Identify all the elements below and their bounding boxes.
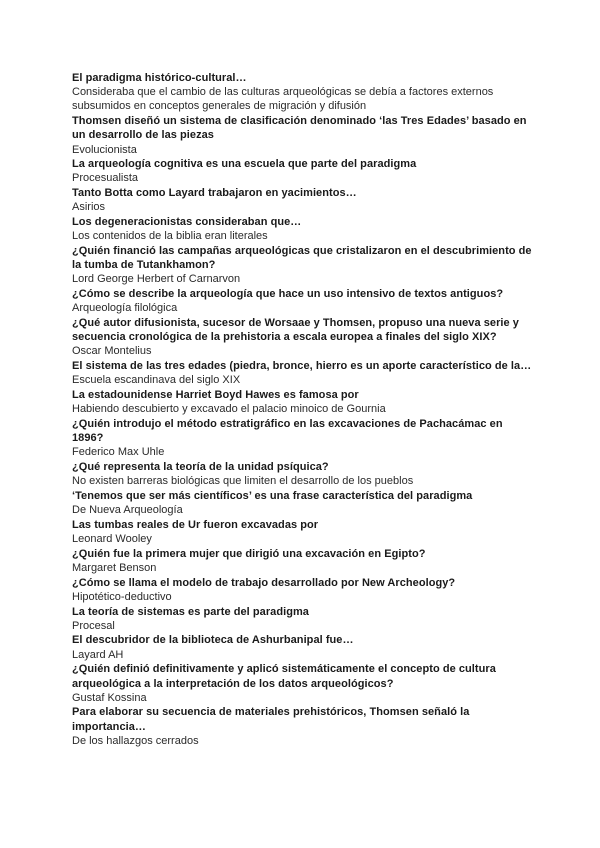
question: ¿Quién financió las campañas arqueológicas que cristalizaron en el descubrimiento de la tumba de Tutankhamon?: [72, 244, 532, 272]
answer: Escuela escandinava del siglo XIX: [72, 374, 241, 387]
answer: Los contenidos de la biblia eran literales: [72, 230, 268, 243]
answer: Federico Max Uhle: [72, 446, 165, 459]
answer: Layard AH: [72, 648, 124, 661]
question: Tanto Botta como Layard trabajaron en yacimientos…: [72, 187, 357, 200]
qa-item: [72, 316, 532, 359]
question: ¿Qué autor difusionista, sucesor de Worsaae y Thomsen, propuso una nueva serie y secuencia cronológica de la prehistoria a escala europea a finales del siglo XIX?: [72, 316, 519, 344]
qa-item: [72, 186, 532, 214]
question: ¿Quién definió definitivamente y aplicó sistemáticamente el concepto de cultura arqueológica a la interpretación de los datos arqueológicos?: [72, 663, 496, 690]
answer: Procesal: [72, 619, 115, 632]
answer: Consideraba que el cambio de las culturas arqueológicas se debía a factores externos subsumidos en conceptos generales de migración y difusión: [72, 86, 494, 113]
answer: Hipotético-deductivo: [72, 590, 172, 603]
answer: Margaret Benson: [72, 561, 157, 574]
qa-item: [72, 388, 532, 416]
qa-item: [72, 157, 532, 185]
qa-item: [72, 114, 532, 157]
question: El paradigma histórico-cultural…: [72, 72, 247, 84]
question: ¿Cómo se describe la arqueología que hace un uso intensivo de textos antiguos?: [72, 288, 504, 301]
qa-item: [72, 547, 532, 575]
answer: No existen barreras biológicas que limiten el desarrollo de los pueblos: [72, 475, 414, 488]
answer: Leonard Wooley: [72, 533, 152, 545]
answer: Asirios: [72, 201, 106, 214]
qa-item: [72, 287, 532, 315]
answer: Oscar Montelius: [72, 345, 152, 358]
answer: Lord George Herbert of Carnarvon: [72, 273, 241, 286]
qa-item: [72, 460, 532, 488]
answer: Arqueología filológica: [72, 302, 178, 315]
answer: De Nueva Arqueología: [72, 504, 183, 517]
qa-item: [72, 71, 532, 114]
question: ¿Qué representa la teoría de la unidad psíquica?: [72, 460, 329, 473]
question: Las tumbas reales de Ur fueron excavadas por: [72, 518, 319, 531]
qa-item: [72, 417, 532, 460]
qa-item: [72, 576, 532, 604]
qa-item: [72, 662, 532, 705]
document-page: [72, 71, 532, 749]
qa-item: [72, 359, 532, 387]
question: El descubridor de la biblioteca de Ashurbanipal fue…: [72, 634, 354, 647]
question: La arqueología cognitiva es una escuela que parte del paradigma: [72, 158, 417, 171]
qa-item: [72, 518, 532, 546]
question: ¿Cómo se llama el modelo de trabajo desarrollado por New Archeology?: [72, 576, 456, 589]
question: El sistema de las tres edades (piedra, bronce, hierro es un aporte característico de la…: [72, 360, 532, 373]
answer: Gustaf Kossina: [72, 691, 147, 704]
answer: Habiendo descubierto y excavado el palacio minoico de Gournia: [72, 403, 386, 416]
question: Los degeneracionistas consideraban que…: [72, 216, 302, 229]
question: Thomsen diseñó un sistema de clasificación denominado ‘las Tres Edades’ basado en un desarrollo de las piezas: [72, 115, 527, 142]
answer: Evolucionista: [72, 143, 137, 156]
question: La estadounidense Harriet Boyd Hawes es famosa por: [72, 388, 359, 401]
question: ¿Quién introdujo el método estratigráfico en las excavaciones de Pachacámac en 1896?: [72, 417, 503, 445]
question: Para elaborar su secuencia de materiales prehistóricos, Thomsen señaló la importancia…: [72, 706, 470, 733]
answer: De los hallazgos cerrados: [72, 734, 199, 747]
question: La teoría de sistemas es parte del paradigma: [72, 605, 309, 618]
answer: Procesualista: [72, 172, 139, 185]
question: ‘Tenemos que ser más científicos’ es una frase característica del paradigma: [72, 489, 473, 502]
question: ¿Quién fue la primera mujer que dirigió una excavación en Egipto?: [72, 547, 426, 560]
qa-item: [72, 244, 532, 287]
qa-item: [72, 705, 532, 748]
qa-item: [72, 489, 532, 517]
qa-item: [72, 215, 532, 243]
qa-item: [72, 633, 532, 661]
qa-item: [72, 605, 532, 633]
